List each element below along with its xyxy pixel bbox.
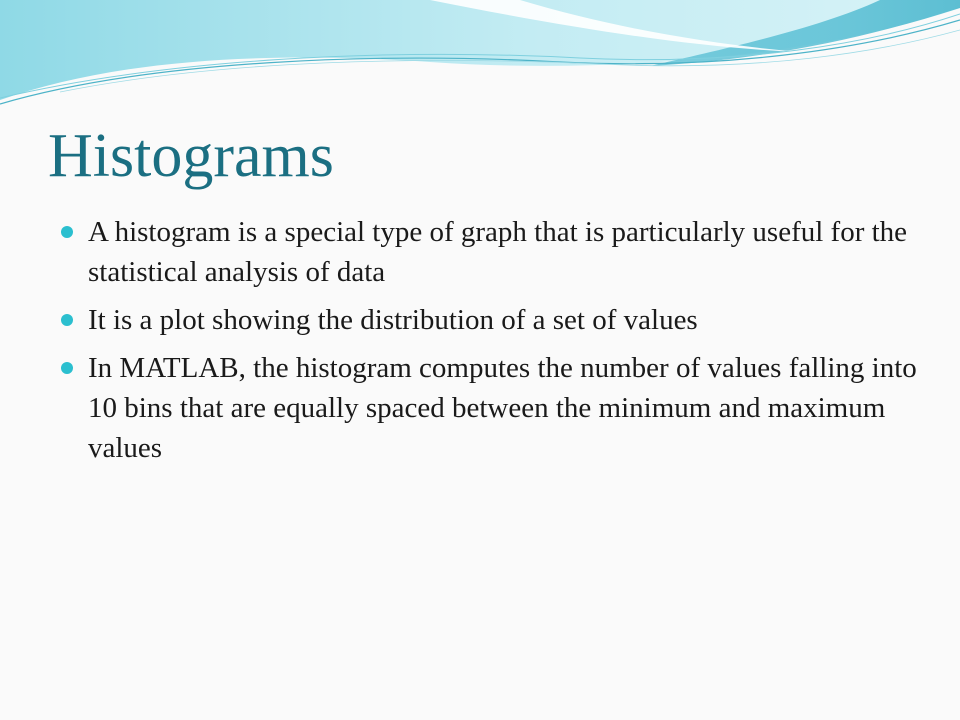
bullet-dot-icon xyxy=(61,362,73,374)
bullet-dot-icon xyxy=(61,314,73,326)
bullet-list xyxy=(60,212,920,476)
header-wave-decoration xyxy=(0,0,960,110)
bullet-dot-icon xyxy=(61,226,73,238)
bullet-item xyxy=(60,212,920,292)
bullet-text: In MATLAB, the histogram computes the number of values falling into 10 bins that are equally spaced between the minimum and maximum values xyxy=(88,352,917,464)
bullet-text: It is a plot showing the distribution of a set of values xyxy=(88,304,698,336)
bullet-item xyxy=(60,348,920,468)
bullet-item xyxy=(60,300,920,340)
bullet-text: A histogram is a special type of graph that is particularly useful for the statistical analysis of data xyxy=(88,216,908,288)
slide-title: Histograms xyxy=(48,122,334,190)
